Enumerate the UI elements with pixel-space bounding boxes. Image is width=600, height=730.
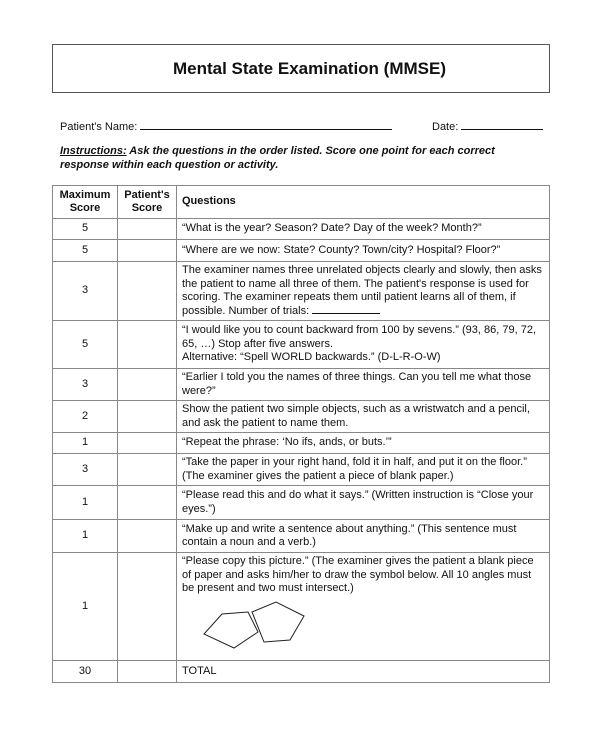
table-row	[53, 262, 550, 321]
intersecting-pentagons-figure	[200, 598, 340, 654]
patient-score-cell[interactable]	[118, 486, 177, 520]
max-score: 5	[53, 321, 118, 369]
max-score: 3	[53, 369, 118, 401]
question: “Repeat the phrase: ‘No ifs, ands, or buts.’”	[177, 433, 550, 454]
max-score: 1	[53, 553, 118, 661]
max-score: 5	[53, 219, 118, 240]
max-score: 2	[53, 401, 118, 433]
patient-score-cell[interactable]	[118, 219, 177, 240]
patient-score-cell[interactable]	[118, 553, 177, 661]
patient-score-cell[interactable]	[118, 454, 177, 486]
table-row-total	[53, 661, 550, 683]
instructions-label: Instructions:	[60, 145, 127, 157]
patient-score-cell[interactable]	[118, 433, 177, 454]
max-score: 1	[53, 486, 118, 520]
page-title: Mental State Examination (MMSE)	[173, 59, 446, 78]
max-score: 1	[53, 520, 118, 553]
question-alternative: Alternative: “Spell WORLD backwards.” (D-L-R-O-W)	[182, 351, 441, 364]
max-score: 1	[53, 433, 118, 454]
question: “Please read this and do what it says.” (Written instruction is “Close your eyes.”)	[177, 486, 550, 520]
question: “What is the year? Season? Date? Day of the week? Month?”	[177, 219, 550, 240]
question-text: The examiner names three unrelated objects clearly and slowly, then asks the patient to name all three of them. The patient's response is used for scoring. The examiner repeats them until patient learns all of them, if possible. Number of trials:	[182, 264, 542, 317]
patient-score-cell[interactable]	[118, 369, 177, 401]
question: “Make up and write a sentence about anything.” (This sentence must contain a noun and a verb.)	[177, 520, 550, 553]
patient-score-cell[interactable]	[118, 401, 177, 433]
table-header	[53, 186, 550, 219]
patient-score-cell[interactable]	[118, 520, 177, 553]
max-score: 3	[53, 262, 118, 321]
question	[177, 262, 550, 321]
question	[177, 321, 550, 369]
patient-name-label: Patient's Name:	[60, 121, 138, 133]
date-label: Date:	[432, 121, 459, 133]
question-text: “Please copy this picture.” (The examiner gives the patient a blank piece of paper and asks him/her to draw the symbol below. All 10 angles must be present and two must intersect.)	[182, 555, 534, 594]
trials-blank[interactable]	[312, 313, 380, 314]
patient-total-cell[interactable]	[118, 661, 177, 683]
question: “Earlier I told you the names of three things. Can you tell me what those were?”	[177, 369, 550, 401]
patient-score-cell[interactable]	[118, 321, 177, 369]
question: “Take the paper in your right hand, fold it in half, and put it on the floor.” (The examiner gives the patient a piece of blank paper.)	[177, 454, 550, 486]
question-text: “I would like you to count backward from 100 by sevens.” (93, 86, 79, 72, 65, …) Stop after five answers.	[182, 324, 537, 350]
table-row	[53, 240, 550, 262]
instructions-text: Ask the questions in the order listed. Score one point for each correct response within each question or activity.	[60, 145, 495, 171]
total-max-score: 30	[53, 661, 118, 683]
max-score: 5	[53, 240, 118, 262]
title-box	[52, 44, 550, 93]
table-row	[53, 401, 550, 433]
table-row	[53, 321, 550, 369]
table-row	[53, 454, 550, 486]
table-row	[53, 219, 550, 240]
table-row	[53, 520, 550, 553]
question: “Where are we now: State? County? Town/city? Hospital? Floor?”	[177, 240, 550, 262]
max-score: 3	[53, 454, 118, 486]
header-questions: Questions	[177, 186, 550, 219]
question: Show the patient two simple objects, such as a wristwatch and a pencil, and ask the patient to name them.	[177, 401, 550, 433]
header-max-score: Maximum Score	[53, 186, 118, 219]
patient-score-cell[interactable]	[118, 240, 177, 262]
question	[177, 553, 550, 661]
instructions	[60, 144, 540, 172]
table-row	[53, 486, 550, 520]
mmse-table	[52, 185, 550, 683]
table-row	[53, 433, 550, 454]
header-patient-score: Patient's Score	[118, 186, 177, 219]
date-field[interactable]	[432, 119, 543, 133]
patient-name-field[interactable]	[60, 119, 392, 133]
table-row	[53, 369, 550, 401]
patient-score-cell[interactable]	[118, 262, 177, 321]
table-row	[53, 553, 550, 661]
total-label: TOTAL	[177, 661, 550, 683]
